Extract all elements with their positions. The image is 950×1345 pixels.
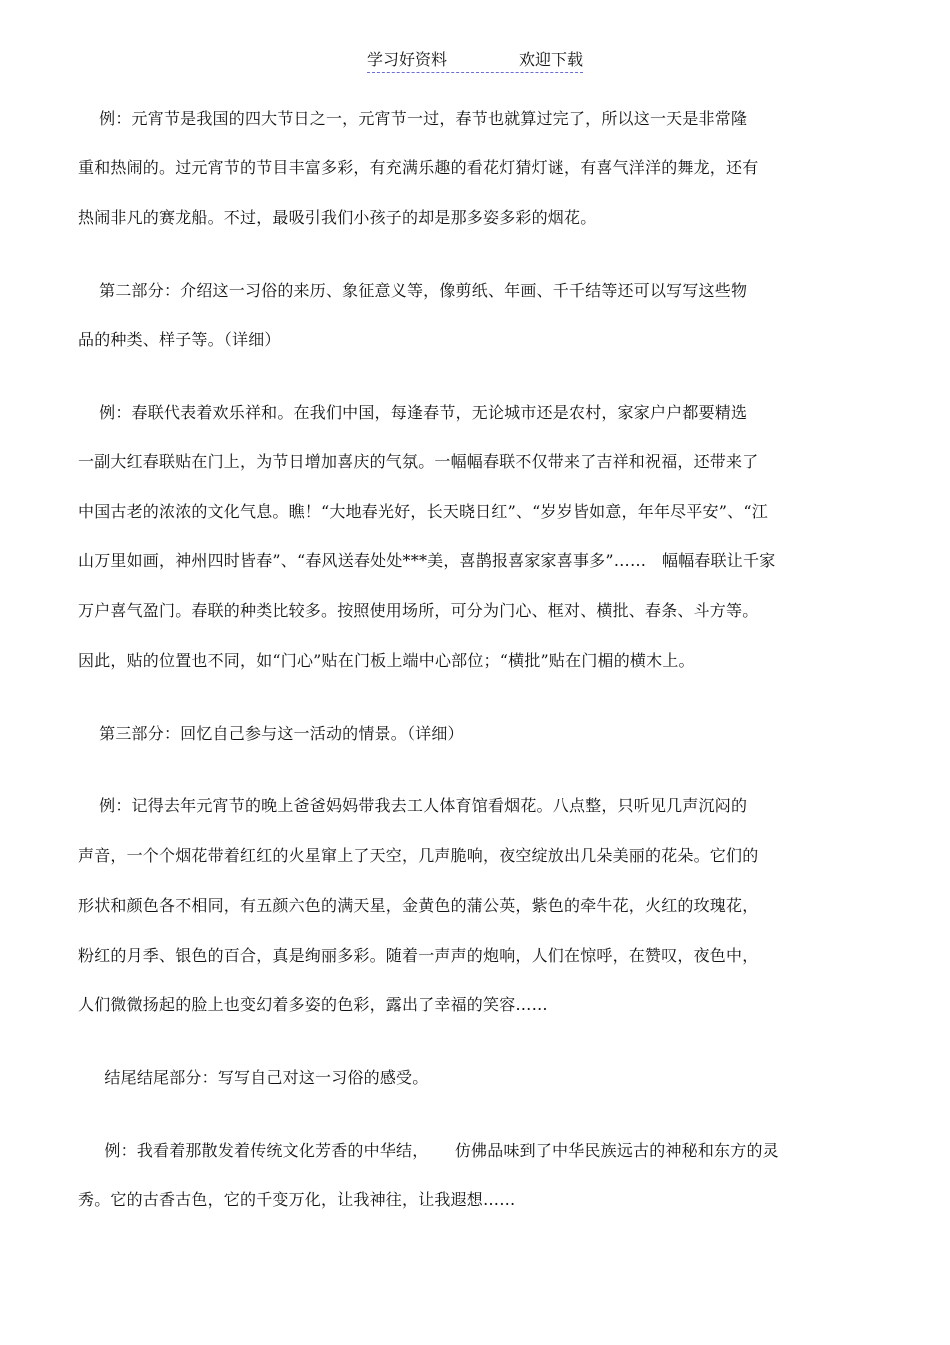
header-left-text: 学习好资料 <box>366 50 447 69</box>
text-line: 秀。它的古香古色，它的千变万化，让我神往，让我遐想…… <box>78 1190 516 1209</box>
text-line: 中国古老的浓浓的文化气息。瞧！“大地春光好，长天晓日红”、“岁岁皆如意，年年尽平安”、“江 <box>78 502 768 521</box>
text-line: 形状和颜色各不相同，有五颜六色的满天星，金黄色的蒲公英，紫色的牵牛花，火红的玫瑰花， <box>78 896 759 915</box>
text-line: 因此，贴的位置也不同，如“门心”贴在门板上端中心部位；“横批”贴在门楣的横木上。 <box>78 651 695 670</box>
text-line: 例：春联代表着欢乐祥和。在我们中国，每逢春节，无论城市还是农村，家家户户都要精选 <box>78 403 748 422</box>
text-line: 例：元宵节是我国的四大节日之一，元宵节一过，春节也就算过完了，所以这一天是非常隆 <box>78 109 748 128</box>
text-line: 粉红的月季、银色的百合，真是绚丽多彩。随着一声声的炮响，人们在惊呼，在赞叹，夜色中， <box>78 946 759 965</box>
header-right-text: 欢迎下载 <box>519 50 584 69</box>
text-line: 万户喜气盈门。春联的种类比较多。按照使用场所，可分为门心、框对、横批、春条、斗方等。 <box>78 601 759 620</box>
text-line: 重和热闹的。过元宵节的节目丰富多彩，有充满乐趣的看花灯猜灯谜，有喜气洋洋的舞龙，还有 <box>78 158 759 177</box>
text-line: 第二部分：介绍这一习俗的来历、象征意义等，像剪纸、年画、千千结等还可以写写这些物 <box>78 281 748 300</box>
text-line: 山万里如画，神州四时皆春”、“春风送春处处***美，喜鹊报喜家家喜事多”…… 幅幅春联让千家 <box>78 551 776 570</box>
text-line: 一副大红春联贴在门上，为节日增加喜庆的气氛。一幅幅春联不仅带来了吉祥和祝福，还带来了 <box>78 452 759 471</box>
text-line: 人们微微扬起的脸上也变幻着多姿的色彩，露出了幸福的笑容…… <box>78 995 548 1014</box>
page-header <box>0 49 950 73</box>
text-line: 结尾结尾部分：写写自己对这一习俗的感受。 <box>78 1068 429 1087</box>
header-underline <box>367 49 583 73</box>
text-line: 第三部分：回忆自己参与这一活动的情景。（详细） <box>78 724 464 743</box>
text-line: 例：记得去年元宵节的晚上爸爸妈妈带我去工人体育馆看烟花。八点整，只听见几声沉闷的 <box>78 796 748 815</box>
text-line: 例：我看着那散发着传统文化芳香的中华结， 仿佛品味到了中华民族远古的神秘和东方的灵 <box>78 1141 779 1160</box>
text-line: 品的种类、样子等。（详细） <box>78 330 281 349</box>
text-line: 声音，一个个烟花带着红红的火星窜上了天空，几声脆响，夜空绽放出几朵美丽的花朵。它们的 <box>78 846 759 865</box>
text-line: 热闹非凡的赛龙船。不过，最吸引我们小孩子的却是那多姿多彩的烟花。 <box>78 208 597 227</box>
